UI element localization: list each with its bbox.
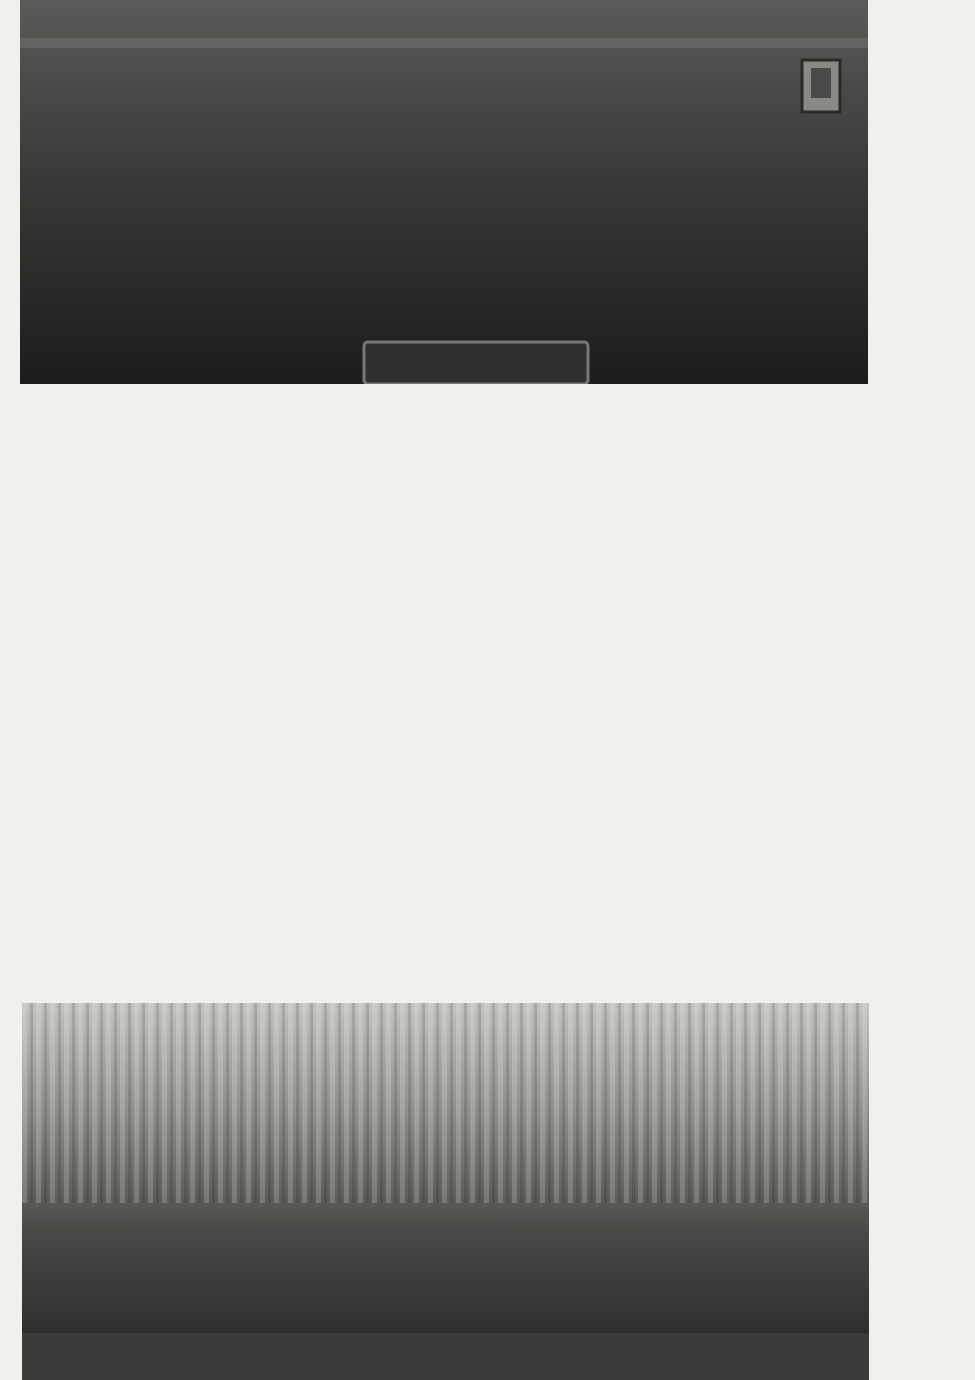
civil-engineers-group-photo [20,0,868,384]
chemical-engineers-group-photo [22,1003,869,1380]
chemical-engineers-photo-graphic [22,1003,869,1380]
civil-engineers-photo-graphic [20,0,868,384]
chemical-engineers-heading [458,543,870,582]
civil-engineers-heading [17,543,422,582]
